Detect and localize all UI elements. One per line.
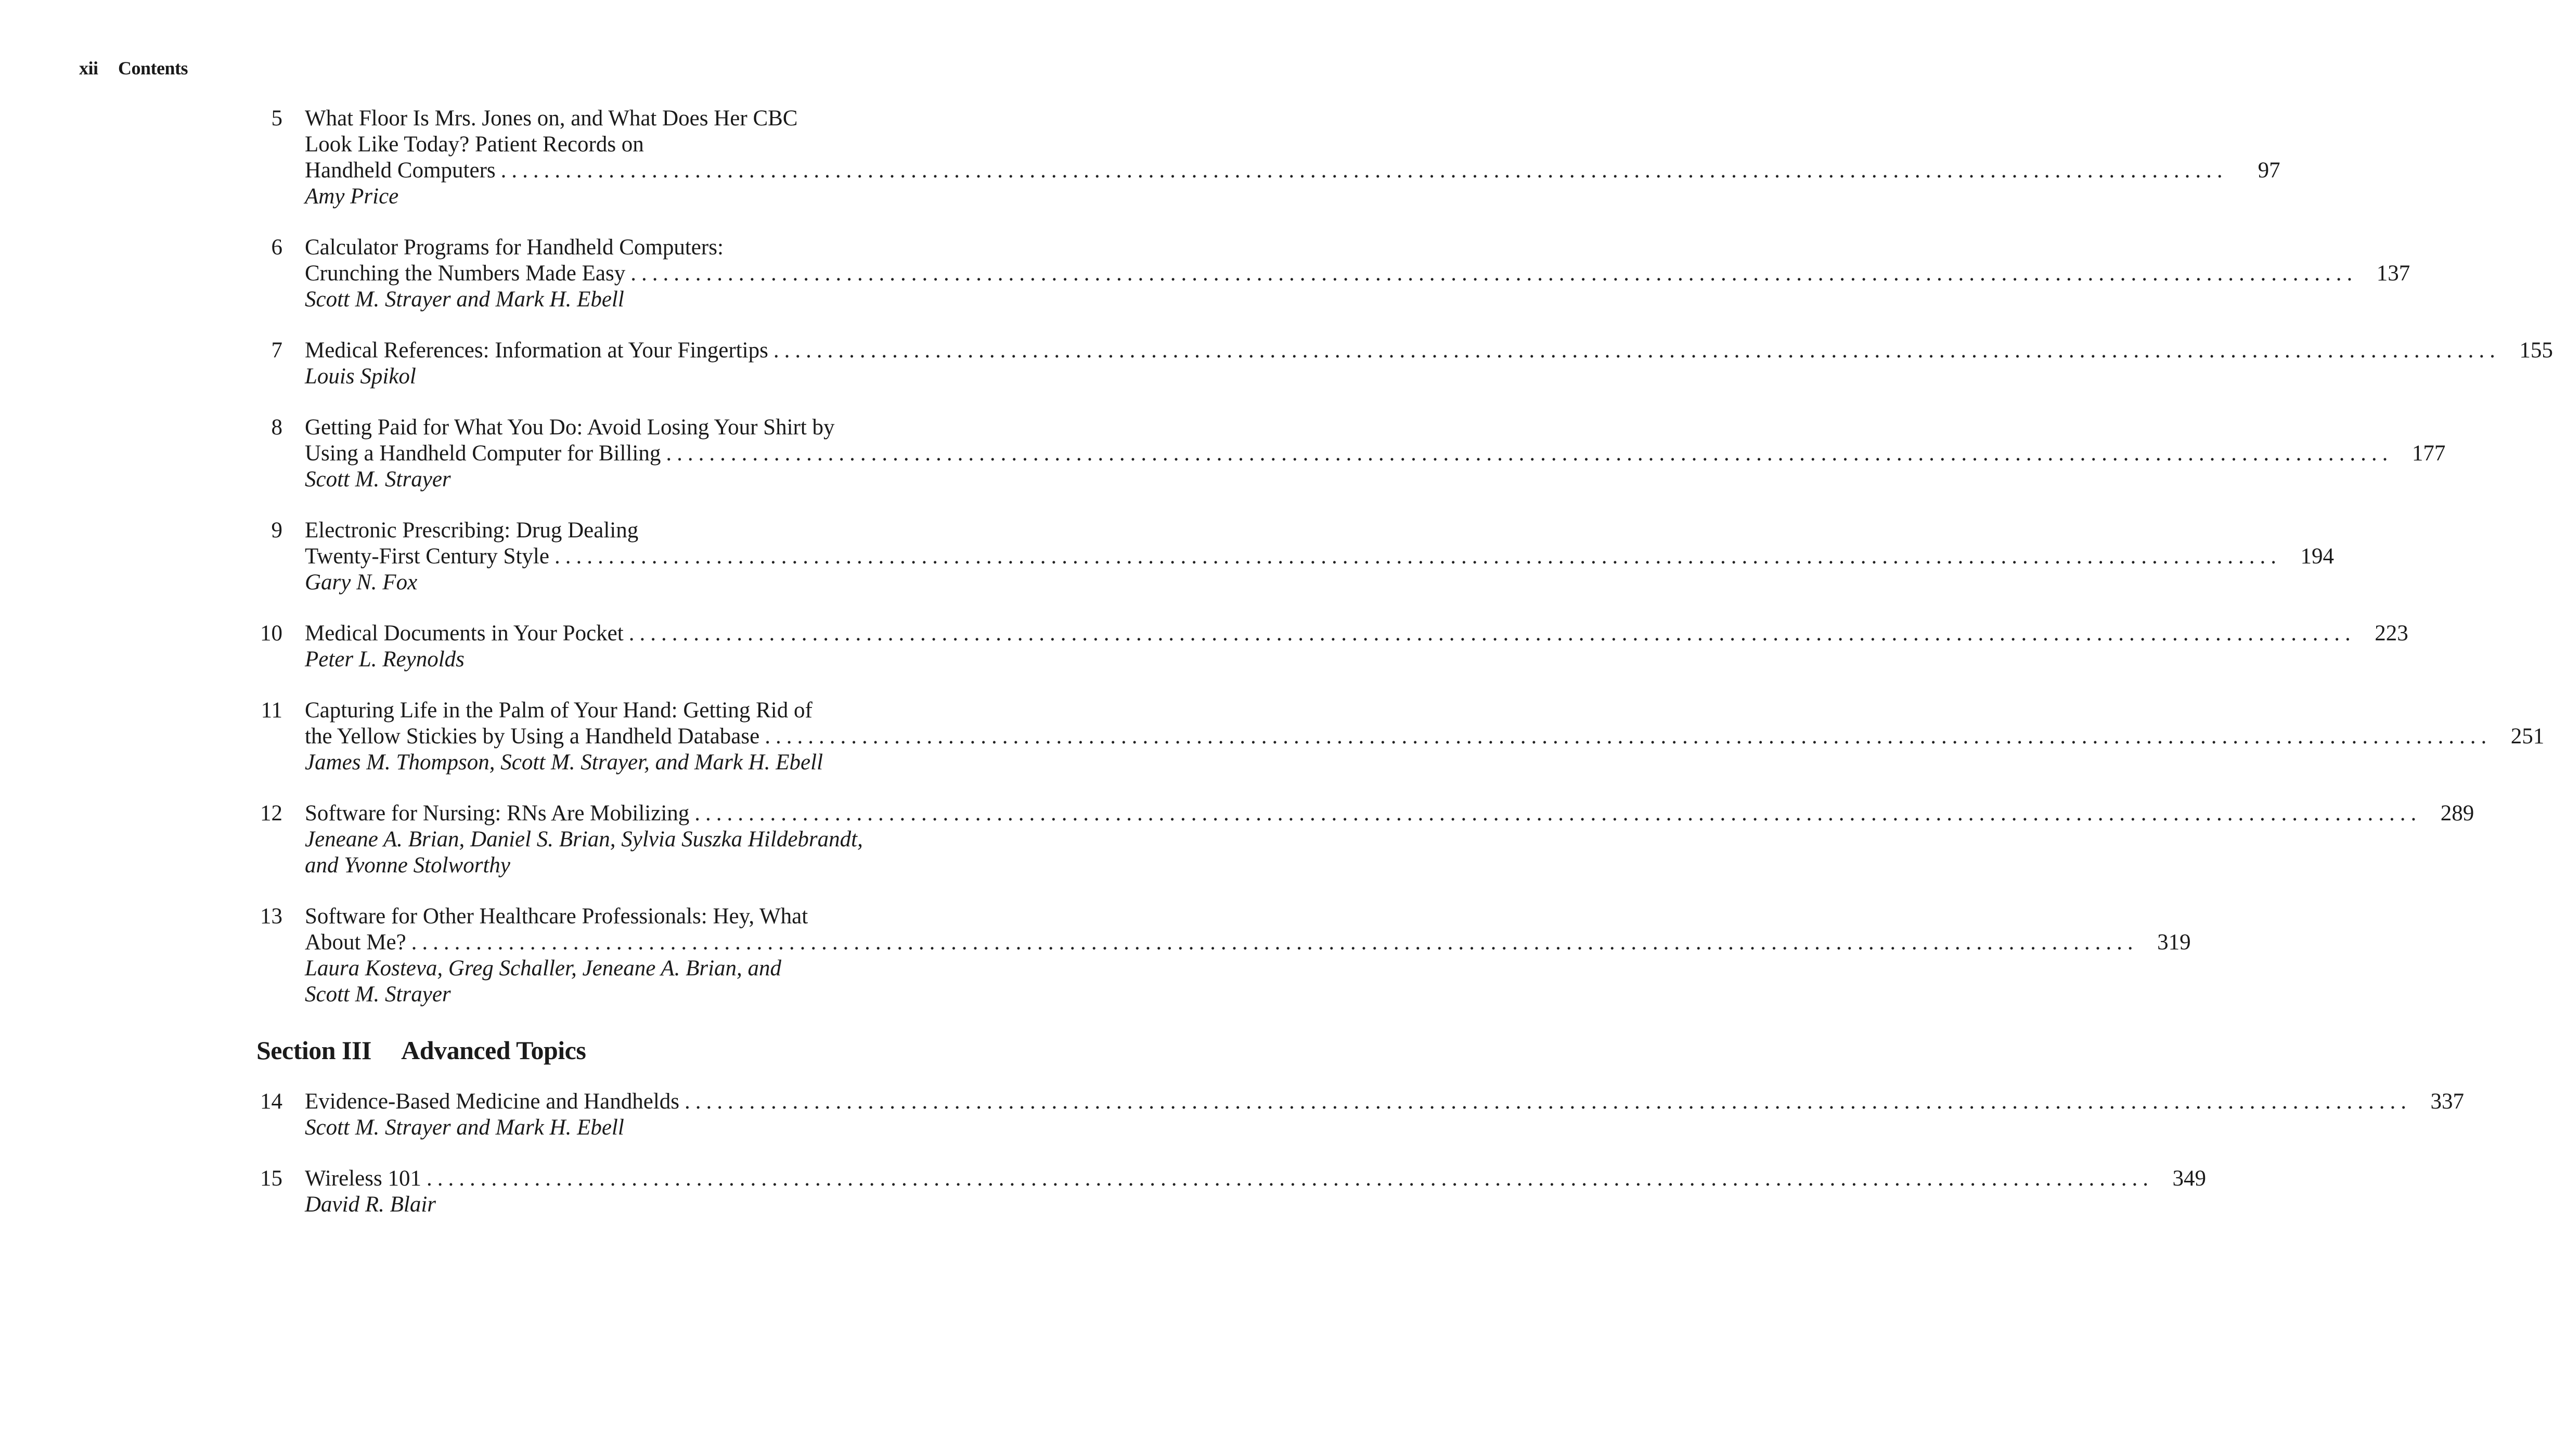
- toc-entry[interactable]: [256, 518, 2334, 596]
- chapter-title-line: Handheld Computers: [305, 158, 496, 183]
- chapter-title-line: Evidence-Based Medicine and Handhelds: [305, 1089, 679, 1114]
- dot-leader: ................................................................................................................................................................: [500, 158, 2228, 183]
- toc-entry[interactable]: [256, 106, 2280, 210]
- chapter-authors: Scott M. Strayer: [305, 467, 451, 492]
- entry-body: [305, 904, 2191, 1008]
- chapter-title-leader-line: [305, 158, 2280, 184]
- chapter-number: 6: [271, 235, 282, 260]
- chapter-number: 7: [271, 338, 282, 363]
- entry-body: [305, 698, 2545, 776]
- page-number: 289: [2440, 801, 2474, 826]
- page-number: 155: [2519, 338, 2553, 363]
- entry-body: [305, 1166, 2206, 1218]
- chapter-authors: Louis Spikol: [305, 364, 416, 389]
- chapter-authors: Amy Price: [305, 184, 399, 209]
- page-number: 97: [2258, 158, 2280, 183]
- entry-body: [305, 106, 2280, 210]
- chapter-number: 11: [261, 698, 282, 723]
- chapter-number: 12: [260, 801, 282, 826]
- dot-leader: ................................................................................................................................................................: [554, 544, 2281, 569]
- entry-body: [305, 801, 2474, 879]
- dot-leader: ................................................................................................................................................................: [666, 441, 2393, 466]
- entry-body: [305, 235, 2410, 313]
- section-title: Advanced Topics: [401, 1036, 586, 1065]
- chapter-title-line: Capturing Life in the Palm of Your Hand: Getting Rid of: [305, 698, 813, 723]
- toc-entry-list: [256, 106, 2553, 1008]
- chapter-title-line: Software for Nursing: RNs Are Mobilizing: [305, 801, 690, 826]
- toc-entry[interactable]: [256, 698, 2545, 776]
- chapter-title-leader-line: [305, 261, 2410, 287]
- running-head-title: Contents: [118, 58, 188, 79]
- chapter-authors: Gary N. Fox: [305, 570, 418, 595]
- chapter-title-leader-line: [305, 621, 2408, 647]
- chapter-title-line: Using a Handheld Computer for Billing: [305, 441, 661, 466]
- toc-entry[interactable]: [256, 904, 2191, 1008]
- chapter-title-leader-line: [305, 801, 2474, 827]
- toc-entry[interactable]: [256, 621, 2408, 673]
- toc-entry[interactable]: [256, 1166, 2206, 1218]
- running-head: [79, 57, 188, 79]
- page-number: 177: [2412, 441, 2446, 466]
- chapter-title-line: Wireless 101: [305, 1166, 421, 1191]
- chapter-title-line: About Me?: [305, 930, 406, 955]
- page-number: 194: [2300, 544, 2334, 569]
- toc-entry[interactable]: [256, 235, 2410, 313]
- chapter-title-leader-line: [305, 930, 2191, 956]
- chapter-number: 5: [271, 106, 282, 131]
- chapter-number: 8: [271, 415, 282, 440]
- chapter-title-line: Software for Other Healthcare Professionals: Hey, What: [305, 904, 808, 929]
- chapter-title-leader-line: [305, 1166, 2206, 1192]
- chapter-number: 13: [260, 904, 282, 929]
- dot-leader: ................................................................................................................................................................: [628, 621, 2356, 646]
- entry-body: [305, 621, 2408, 673]
- entry-body: [305, 338, 2553, 390]
- chapter-title-line: Crunching the Numbers Made Easy: [305, 261, 626, 286]
- dot-leader: ................................................................................................................................................................: [426, 1166, 2154, 1191]
- chapter-authors: Jeneane A. Brian, Daniel S. Brian, Sylvia Suszka Hildebrandt,: [305, 827, 863, 852]
- section-heading: [256, 1035, 962, 1066]
- page-number: 251: [2510, 724, 2545, 749]
- dot-leader: ................................................................................................................................................................: [773, 338, 2500, 363]
- chapter-number: 10: [260, 621, 282, 646]
- chapter-title-line: Twenty-First Century Style: [305, 544, 549, 569]
- chapter-number: 14: [260, 1089, 282, 1114]
- chapter-title-line: Medical References: Information at Your Fingertips: [305, 338, 768, 363]
- dot-leader: ................................................................................................................................................................: [685, 1089, 2412, 1114]
- dot-leader: ................................................................................................................................................................: [694, 801, 2422, 826]
- chapter-title-leader-line: [305, 544, 2334, 570]
- section-label: Section III: [256, 1036, 371, 1065]
- chapter-title-leader-line: [305, 724, 2545, 750]
- chapter-authors: James M. Thompson, Scott M. Strayer, and Mark H. Ebell: [305, 750, 823, 775]
- page-number: 337: [2430, 1089, 2464, 1114]
- chapter-authors: Scott M. Strayer and Mark H. Ebell: [305, 1115, 624, 1140]
- toc-entry[interactable]: [256, 1089, 2464, 1141]
- chapter-authors: Scott M. Strayer: [305, 982, 451, 1007]
- chapter-title-line: Medical Documents in Your Pocket: [305, 621, 624, 646]
- toc-entry[interactable]: [256, 415, 2446, 493]
- chapter-title-line: Look Like Today? Patient Records on: [305, 132, 644, 157]
- chapter-authors: Scott M. Strayer and Mark H. Ebell: [305, 287, 624, 312]
- chapter-title-leader-line: [305, 338, 2553, 364]
- page-number: 349: [2172, 1166, 2206, 1191]
- dot-leader: ................................................................................................................................................................: [411, 930, 2138, 955]
- chapter-authors: and Yvonne Stolworthy: [305, 853, 510, 878]
- entry-body: [305, 518, 2334, 596]
- chapter-title-leader-line: [305, 1089, 2464, 1115]
- chapter-title-line: Electronic Prescribing: Drug Dealing: [305, 518, 639, 543]
- chapter-title-line: What Floor Is Mrs. Jones on, and What Does Her CBC: [305, 106, 798, 131]
- chapter-title-line: Calculator Programs for Handheld Computers:: [305, 235, 724, 260]
- chapter-authors: Laura Kosteva, Greg Schaller, Jeneane A. Brian, and: [305, 956, 782, 981]
- dot-leader: ................................................................................................................................................................: [765, 724, 2492, 749]
- chapter-number: 15: [260, 1166, 282, 1191]
- toc-entry[interactable]: [256, 801, 2474, 879]
- entry-body: [305, 1089, 2464, 1141]
- page-number: 137: [2376, 261, 2410, 286]
- page-folio: xii: [79, 58, 98, 79]
- chapter-title-line: the Yellow Stickies by Using a Handheld Database: [305, 724, 760, 749]
- table-of-contents: [256, 106, 2553, 1243]
- chapter-number: 9: [271, 518, 282, 543]
- page-number: 319: [2157, 930, 2191, 955]
- chapter-title-leader-line: [305, 441, 2446, 467]
- chapter-title-line: Getting Paid for What You Do: Avoid Losing Your Shirt by: [305, 415, 835, 440]
- chapter-authors: Peter L. Reynolds: [305, 647, 465, 672]
- chapter-authors: David R. Blair: [305, 1192, 436, 1217]
- toc-entry[interactable]: [256, 338, 2553, 390]
- page-number: 223: [2375, 621, 2408, 646]
- entry-body: [305, 415, 2446, 493]
- toc-entry-list: [256, 1089, 2464, 1218]
- dot-leader: ................................................................................................................................................................: [630, 261, 2358, 286]
